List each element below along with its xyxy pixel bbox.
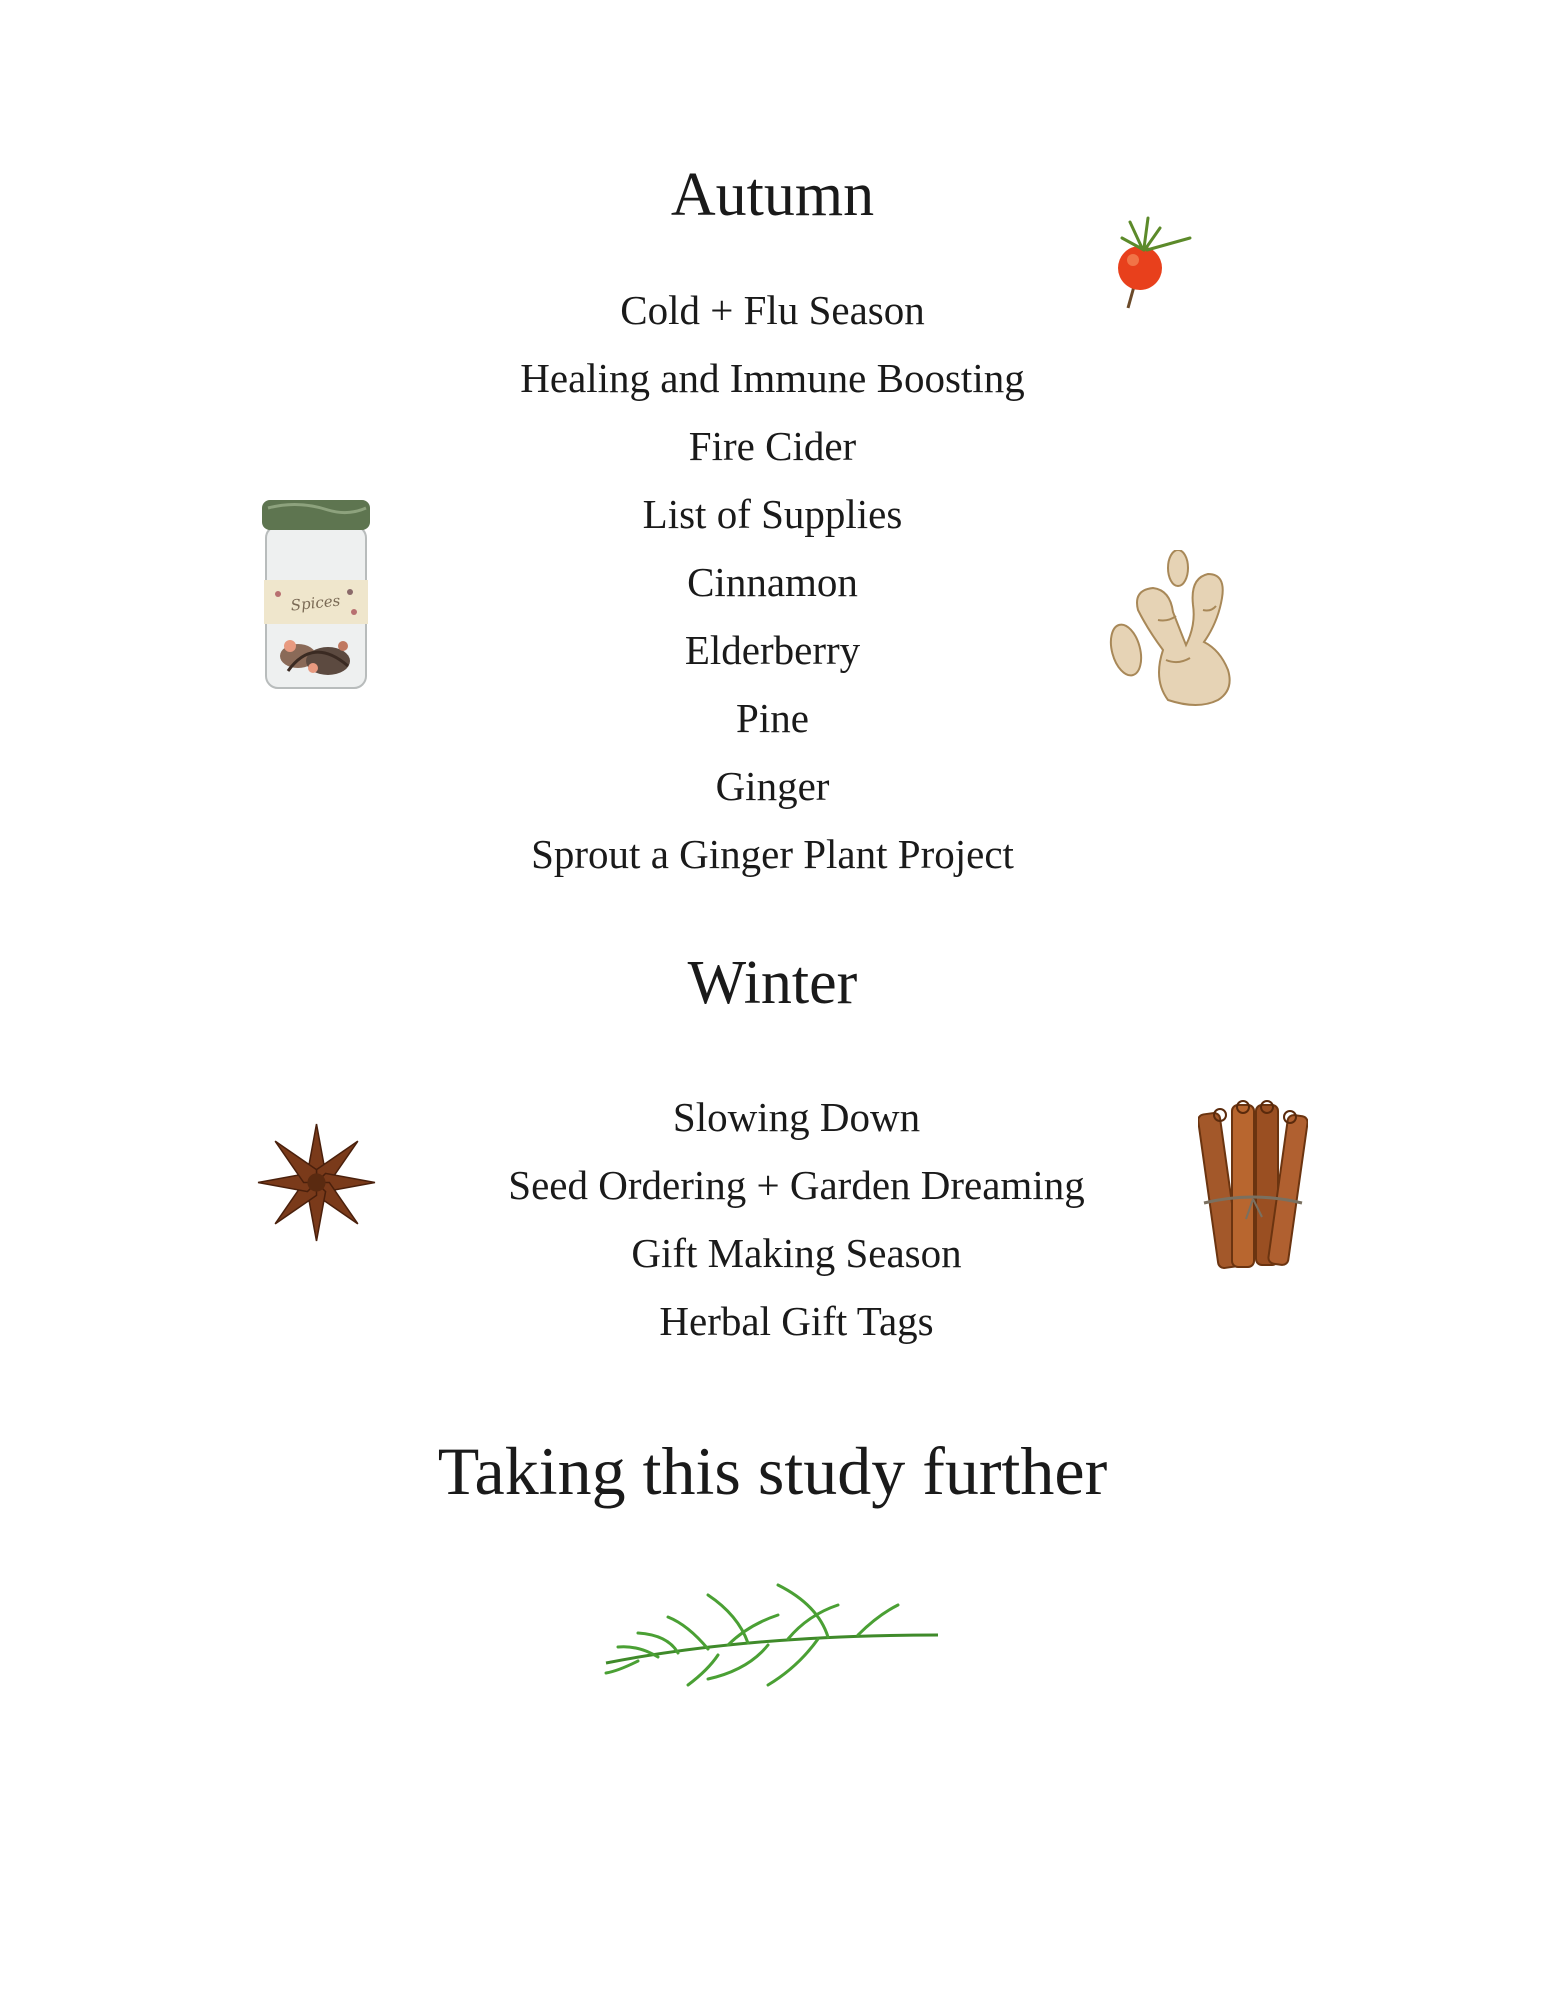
- spice-jar-icon: [258, 496, 373, 696]
- further-title: Taking this study further: [437, 1433, 1108, 1509]
- list-item: List of Supplies: [642, 491, 903, 537]
- jar-label: Spices: [289, 591, 342, 615]
- list-item: Pine: [736, 695, 809, 741]
- autumn-list: [0, 276, 1545, 888]
- list-item: Fire Cider: [688, 423, 857, 469]
- rosehip-icon: [1100, 210, 1200, 320]
- autumn-title: Autumn: [670, 161, 875, 229]
- list-item: Cinnamon: [687, 559, 858, 605]
- list-item: Herbal Gift Tags: [659, 1298, 934, 1344]
- list-item: Sprout a Ginger Plant Project: [531, 831, 1014, 877]
- list-item: Gift Making Season: [631, 1230, 962, 1276]
- list-item: Ginger: [715, 763, 830, 809]
- list-item: Healing and Immune Boosting: [520, 355, 1025, 401]
- list-item: Elderberry: [684, 627, 861, 673]
- herb-sprig-icon: [598, 1575, 943, 1695]
- winter-list: [24, 1083, 1545, 1355]
- list-item: Seed Ordering + Garden Dreaming: [508, 1162, 1085, 1208]
- winter-title: Winter: [687, 949, 858, 1017]
- star-anise-icon: [254, 1120, 379, 1245]
- ginger-root-icon: [1108, 550, 1243, 715]
- cinnamon-sticks-icon: [1198, 1095, 1308, 1275]
- list-item: Slowing Down: [672, 1094, 921, 1140]
- list-item: Cold + Flu Season: [620, 287, 925, 333]
